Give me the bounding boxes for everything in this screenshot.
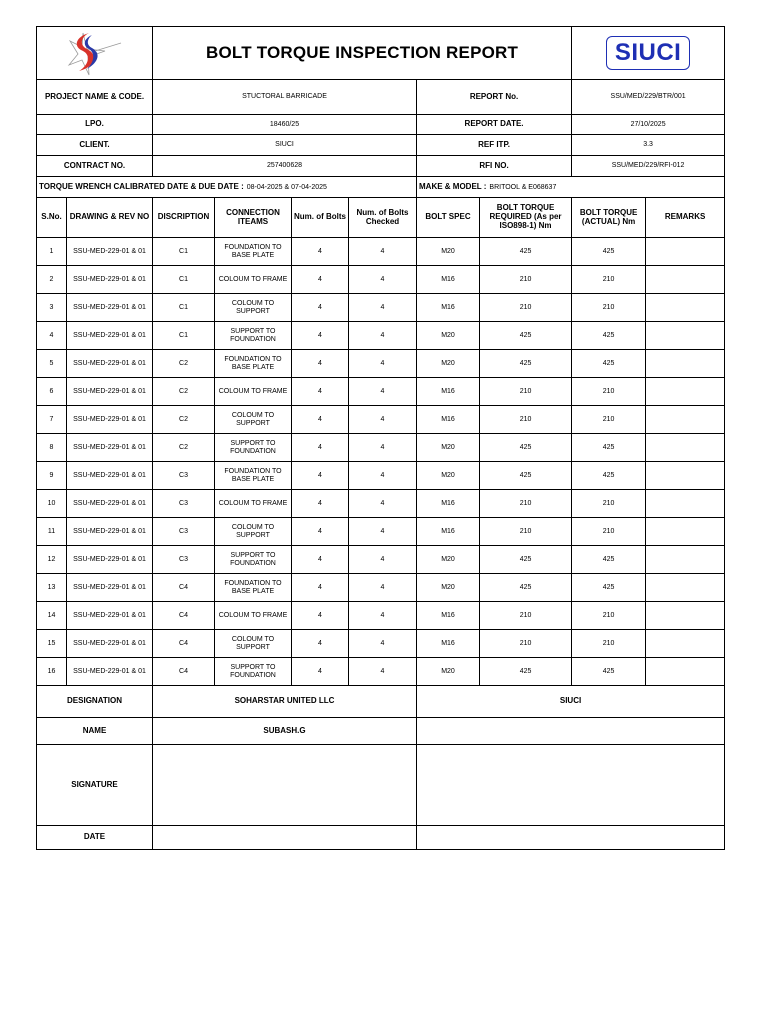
cell-sno: 16 [37, 658, 67, 686]
cell-sno: 7 [37, 406, 67, 434]
cell-bolt-spec: M20 [417, 238, 480, 266]
table-row [37, 434, 725, 462]
cell-drawing-rev: SSU-MED-229-01 & 01 [67, 294, 153, 322]
cell-bolts-checked: 4 [349, 266, 417, 294]
cell-connection: FOUNDATION TO BASE PLATE [215, 462, 292, 490]
contract-label: CONTRACT NO. [37, 156, 153, 177]
cell-remarks [646, 238, 725, 266]
cell-connection: FOUNDATION TO BASE PLATE [215, 350, 292, 378]
header-description: DISCRIPTION [153, 198, 215, 238]
header-torque-required: BOLT TORQUE REQUIRED (As per ISO898-1) Nm [480, 198, 572, 238]
cell-sno: 2 [37, 266, 67, 294]
cell-torque-actual: 425 [572, 462, 646, 490]
cell-torque-required: 210 [480, 266, 572, 294]
torque-wrench-value: 08-04-2025 & 07-04-2025 [246, 183, 327, 191]
signoff-signature-row [37, 745, 725, 826]
table-row [37, 518, 725, 546]
signoff-name-row [37, 718, 725, 745]
cell-drawing-rev: SSU-MED-229-01 & 01 [67, 602, 153, 630]
cell-bolt-spec: M20 [417, 546, 480, 574]
cell-torque-required: 210 [480, 378, 572, 406]
cell-bolts-checked: 4 [349, 322, 417, 350]
cell-bolt-spec: M16 [417, 490, 480, 518]
cell-bolt-spec: M20 [417, 350, 480, 378]
make-model-value: BRITOOL & E068637 [489, 183, 557, 191]
cell-num-bolts: 4 [292, 350, 349, 378]
cell-bolts-checked: 4 [349, 238, 417, 266]
cell-num-bolts: 4 [292, 294, 349, 322]
date-field-1 [153, 826, 417, 850]
cell-drawing-rev: SSU-MED-229-01 & 01 [67, 434, 153, 462]
ref-itp-value: 3.3 [572, 135, 725, 156]
cell-description: C3 [153, 490, 215, 518]
table-row [37, 294, 725, 322]
cell-num-bolts: 4 [292, 322, 349, 350]
cell-bolts-checked: 4 [349, 462, 417, 490]
cell-torque-actual: 425 [572, 658, 646, 686]
cell-bolts-checked: 4 [349, 630, 417, 658]
header-sno: S.No. [37, 198, 67, 238]
date-field-2 [417, 826, 725, 850]
cell-description: C2 [153, 378, 215, 406]
cell-description: C4 [153, 630, 215, 658]
signoff-date-row [37, 826, 725, 850]
cell-bolt-spec: M20 [417, 462, 480, 490]
cell-remarks [646, 546, 725, 574]
cell-bolt-spec: M16 [417, 406, 480, 434]
cell-connection: COLOUM TO FRAME [215, 602, 292, 630]
cell-sno: 10 [37, 490, 67, 518]
cell-description: C2 [153, 406, 215, 434]
table-row [37, 462, 725, 490]
cell-drawing-rev: SSU-MED-229-01 & 01 [67, 238, 153, 266]
cell-description: C4 [153, 658, 215, 686]
header-num-bolts-checked: Num. of Bolts Checked [349, 198, 417, 238]
siuci-logo: SIUCI [606, 36, 691, 70]
cell-connection: COLOUM TO SUPPORT [215, 518, 292, 546]
cell-bolts-checked: 4 [349, 658, 417, 686]
lpo-value: 18460/25 [153, 115, 417, 135]
cell-num-bolts: 4 [292, 462, 349, 490]
rfi-label: RFI NO. [417, 156, 572, 177]
cell-drawing-rev: SSU-MED-229-01 & 01 [67, 350, 153, 378]
cell-bolt-spec: M20 [417, 434, 480, 462]
header-num-bolts: Num. of Bolts [292, 198, 349, 238]
cell-torque-actual: 425 [572, 238, 646, 266]
cell-bolt-spec: M16 [417, 266, 480, 294]
info-row-lpo [37, 115, 725, 135]
project-label: PROJECT NAME & CODE. [37, 80, 153, 115]
cell-remarks [646, 294, 725, 322]
cell-remarks [646, 322, 725, 350]
cell-bolt-spec: M20 [417, 574, 480, 602]
cell-torque-actual: 210 [572, 630, 646, 658]
report-date-value: 27/10/2025 [572, 115, 725, 135]
client-label: CLIENT. [37, 135, 153, 156]
cell-bolt-spec: M16 [417, 378, 480, 406]
torque-wrench-label: TORQUE WRENCH CALIBRATED DATE & DUE DATE : [39, 181, 244, 191]
cell-drawing-rev: SSU-MED-229-01 & 01 [67, 406, 153, 434]
cell-remarks [646, 350, 725, 378]
header-connection-items: CONNECTION ITEAMS [215, 198, 292, 238]
cell-bolt-spec: M16 [417, 518, 480, 546]
cell-torque-required: 210 [480, 490, 572, 518]
header-bolt-spec: BOLT SPEC [417, 198, 480, 238]
table-row [37, 658, 725, 686]
cell-description: C1 [153, 266, 215, 294]
cell-bolts-checked: 4 [349, 406, 417, 434]
cell-num-bolts: 4 [292, 602, 349, 630]
cell-bolts-checked: 4 [349, 434, 417, 462]
cell-drawing-rev: SSU-MED-229-01 & 01 [67, 378, 153, 406]
cell-sno: 1 [37, 238, 67, 266]
cell-sno: 11 [37, 518, 67, 546]
cell-torque-actual: 425 [572, 574, 646, 602]
cell-description: C3 [153, 462, 215, 490]
table-row [37, 266, 725, 294]
report-no-label: REPORT No. [417, 80, 572, 115]
cell-remarks [646, 490, 725, 518]
cell-remarks [646, 434, 725, 462]
cell-torque-required: 425 [480, 434, 572, 462]
cell-connection: COLOUM TO FRAME [215, 490, 292, 518]
cell-drawing-rev: SSU-MED-229-01 & 01 [67, 518, 153, 546]
cell-torque-required: 425 [480, 462, 572, 490]
cell-drawing-rev: SSU-MED-229-01 & 01 [67, 266, 153, 294]
header-drawing-rev: DRAWING & REV NO [67, 198, 153, 238]
cell-drawing-rev: SSU-MED-229-01 & 01 [67, 658, 153, 686]
cell-torque-actual: 210 [572, 602, 646, 630]
cell-connection: COLOUM TO SUPPORT [215, 294, 292, 322]
cell-num-bolts: 4 [292, 574, 349, 602]
table-header-row [37, 198, 725, 238]
cell-bolt-spec: M20 [417, 322, 480, 350]
cell-torque-required: 210 [480, 294, 572, 322]
signature-field-2 [417, 745, 725, 826]
signoff-designation-row [37, 686, 725, 718]
cell-num-bolts: 4 [292, 378, 349, 406]
torque-wrench-cell [37, 177, 417, 198]
cell-torque-required: 425 [480, 322, 572, 350]
client-value: SIUCI [153, 135, 417, 156]
cell-connection: SUPPORT TO FOUNDATION [215, 546, 292, 574]
header-torque-actual: BOLT TORQUE (ACTUAL) Nm [572, 198, 646, 238]
table-row [37, 630, 725, 658]
cell-sno: 8 [37, 434, 67, 462]
cell-torque-actual: 425 [572, 322, 646, 350]
cell-drawing-rev: SSU-MED-229-01 & 01 [67, 322, 153, 350]
cell-drawing-rev: SSU-MED-229-01 & 01 [67, 630, 153, 658]
cell-description: C2 [153, 434, 215, 462]
cell-num-bolts: 4 [292, 406, 349, 434]
cell-bolts-checked: 4 [349, 378, 417, 406]
company-logo-right [572, 27, 725, 80]
cell-torque-actual: 425 [572, 546, 646, 574]
report-date-label: REPORT DATE. [417, 115, 572, 135]
cell-connection: FOUNDATION TO BASE PLATE [215, 574, 292, 602]
cell-torque-actual: 210 [572, 490, 646, 518]
cell-description: C1 [153, 294, 215, 322]
cell-sno: 12 [37, 546, 67, 574]
cell-bolts-checked: 4 [349, 490, 417, 518]
cell-sno: 9 [37, 462, 67, 490]
contract-value: 257400628 [153, 156, 417, 177]
cell-sno: 4 [37, 322, 67, 350]
report-table [36, 26, 725, 850]
cell-connection: FOUNDATION TO BASE PLATE [215, 238, 292, 266]
cell-remarks [646, 406, 725, 434]
cell-num-bolts: 4 [292, 266, 349, 294]
rfi-value: SSU/MED/229/RFI-012 [572, 156, 725, 177]
inspection-report-sheet [36, 26, 724, 850]
signature-label: SIGNATURE [37, 745, 153, 826]
cell-num-bolts: 4 [292, 434, 349, 462]
cell-torque-actual: 425 [572, 350, 646, 378]
cell-num-bolts: 4 [292, 546, 349, 574]
cell-connection: SUPPORT TO FOUNDATION [215, 434, 292, 462]
table-row [37, 350, 725, 378]
cell-bolts-checked: 4 [349, 602, 417, 630]
table-row [37, 490, 725, 518]
cell-remarks [646, 378, 725, 406]
cell-torque-required: 425 [480, 574, 572, 602]
table-row [37, 602, 725, 630]
cell-sno: 15 [37, 630, 67, 658]
swoosh-star-logo-icon [65, 29, 125, 77]
cell-remarks [646, 574, 725, 602]
name-value-1: SUBASH.G [153, 718, 417, 745]
cell-sno: 3 [37, 294, 67, 322]
cell-torque-required: 210 [480, 602, 572, 630]
lpo-label: LPO. [37, 115, 153, 135]
cell-bolts-checked: 4 [349, 350, 417, 378]
cell-connection: COLOUM TO FRAME [215, 266, 292, 294]
report-no-value: SSU/MED/229/BTR/001 [572, 80, 725, 115]
cell-sno: 14 [37, 602, 67, 630]
cell-drawing-rev: SSU-MED-229-01 & 01 [67, 462, 153, 490]
cell-num-bolts: 4 [292, 238, 349, 266]
make-model-label: MAKE & MODEL : [419, 181, 487, 191]
table-row [37, 238, 725, 266]
cell-bolts-checked: 4 [349, 546, 417, 574]
cell-torque-required: 210 [480, 406, 572, 434]
cell-num-bolts: 4 [292, 658, 349, 686]
table-row [37, 378, 725, 406]
info-row-client [37, 135, 725, 156]
cell-description: C2 [153, 350, 215, 378]
cell-remarks [646, 518, 725, 546]
name-label: NAME [37, 718, 153, 745]
header-remarks: REMARKS [646, 198, 725, 238]
cell-torque-required: 425 [480, 658, 572, 686]
cell-description: C3 [153, 518, 215, 546]
cell-remarks [646, 266, 725, 294]
cell-torque-actual: 425 [572, 434, 646, 462]
cell-bolts-checked: 4 [349, 574, 417, 602]
cell-drawing-rev: SSU-MED-229-01 & 01 [67, 546, 153, 574]
cell-remarks [646, 658, 725, 686]
cell-description: C1 [153, 322, 215, 350]
cell-num-bolts: 4 [292, 490, 349, 518]
report-title: BOLT TORQUE INSPECTION REPORT [153, 27, 572, 80]
cell-bolts-checked: 4 [349, 518, 417, 546]
table-row [37, 322, 725, 350]
cell-torque-actual: 210 [572, 406, 646, 434]
cell-torque-required: 425 [480, 546, 572, 574]
cell-remarks [646, 630, 725, 658]
info-row-contract [37, 156, 725, 177]
cell-torque-actual: 210 [572, 378, 646, 406]
cell-remarks [646, 602, 725, 630]
cell-connection: COLOUM TO FRAME [215, 378, 292, 406]
cell-num-bolts: 4 [292, 630, 349, 658]
cell-bolt-spec: M20 [417, 658, 480, 686]
title-row [37, 27, 725, 80]
cell-torque-actual: 210 [572, 266, 646, 294]
name-value-2 [417, 718, 725, 745]
cell-bolt-spec: M16 [417, 294, 480, 322]
info-row-calibration [37, 177, 725, 198]
cell-sno: 5 [37, 350, 67, 378]
cell-connection: COLOUM TO SUPPORT [215, 406, 292, 434]
designation-company-1: SOHARSTAR UNITED LLC [153, 686, 417, 718]
signature-field-1 [153, 745, 417, 826]
cell-connection: COLOUM TO SUPPORT [215, 630, 292, 658]
cell-torque-required: 210 [480, 518, 572, 546]
cell-torque-required: 425 [480, 350, 572, 378]
cell-description: C1 [153, 238, 215, 266]
cell-torque-actual: 210 [572, 294, 646, 322]
cell-remarks [646, 462, 725, 490]
info-row-project [37, 80, 725, 115]
cell-drawing-rev: SSU-MED-229-01 & 01 [67, 490, 153, 518]
cell-torque-required: 210 [480, 630, 572, 658]
cell-connection: SUPPORT TO FOUNDATION [215, 322, 292, 350]
cell-torque-actual: 210 [572, 518, 646, 546]
cell-bolt-spec: M16 [417, 602, 480, 630]
ref-itp-label: REF ITP. [417, 135, 572, 156]
project-value: STUCTORAL BARRICADE [153, 80, 417, 115]
cell-bolts-checked: 4 [349, 294, 417, 322]
cell-bolt-spec: M16 [417, 630, 480, 658]
company-logo-left [37, 27, 153, 80]
cell-connection: SUPPORT TO FOUNDATION [215, 658, 292, 686]
table-row [37, 574, 725, 602]
cell-description: C3 [153, 546, 215, 574]
table-row [37, 406, 725, 434]
cell-description: C4 [153, 574, 215, 602]
cell-num-bolts: 4 [292, 518, 349, 546]
cell-drawing-rev: SSU-MED-229-01 & 01 [67, 574, 153, 602]
table-row [37, 546, 725, 574]
designation-label: DESIGNATION [37, 686, 153, 718]
cell-description: C4 [153, 602, 215, 630]
cell-torque-required: 425 [480, 238, 572, 266]
make-model-cell [417, 177, 725, 198]
cell-sno: 13 [37, 574, 67, 602]
date-label: DATE [37, 826, 153, 850]
designation-company-2: SIUCI [417, 686, 725, 718]
cell-sno: 6 [37, 378, 67, 406]
